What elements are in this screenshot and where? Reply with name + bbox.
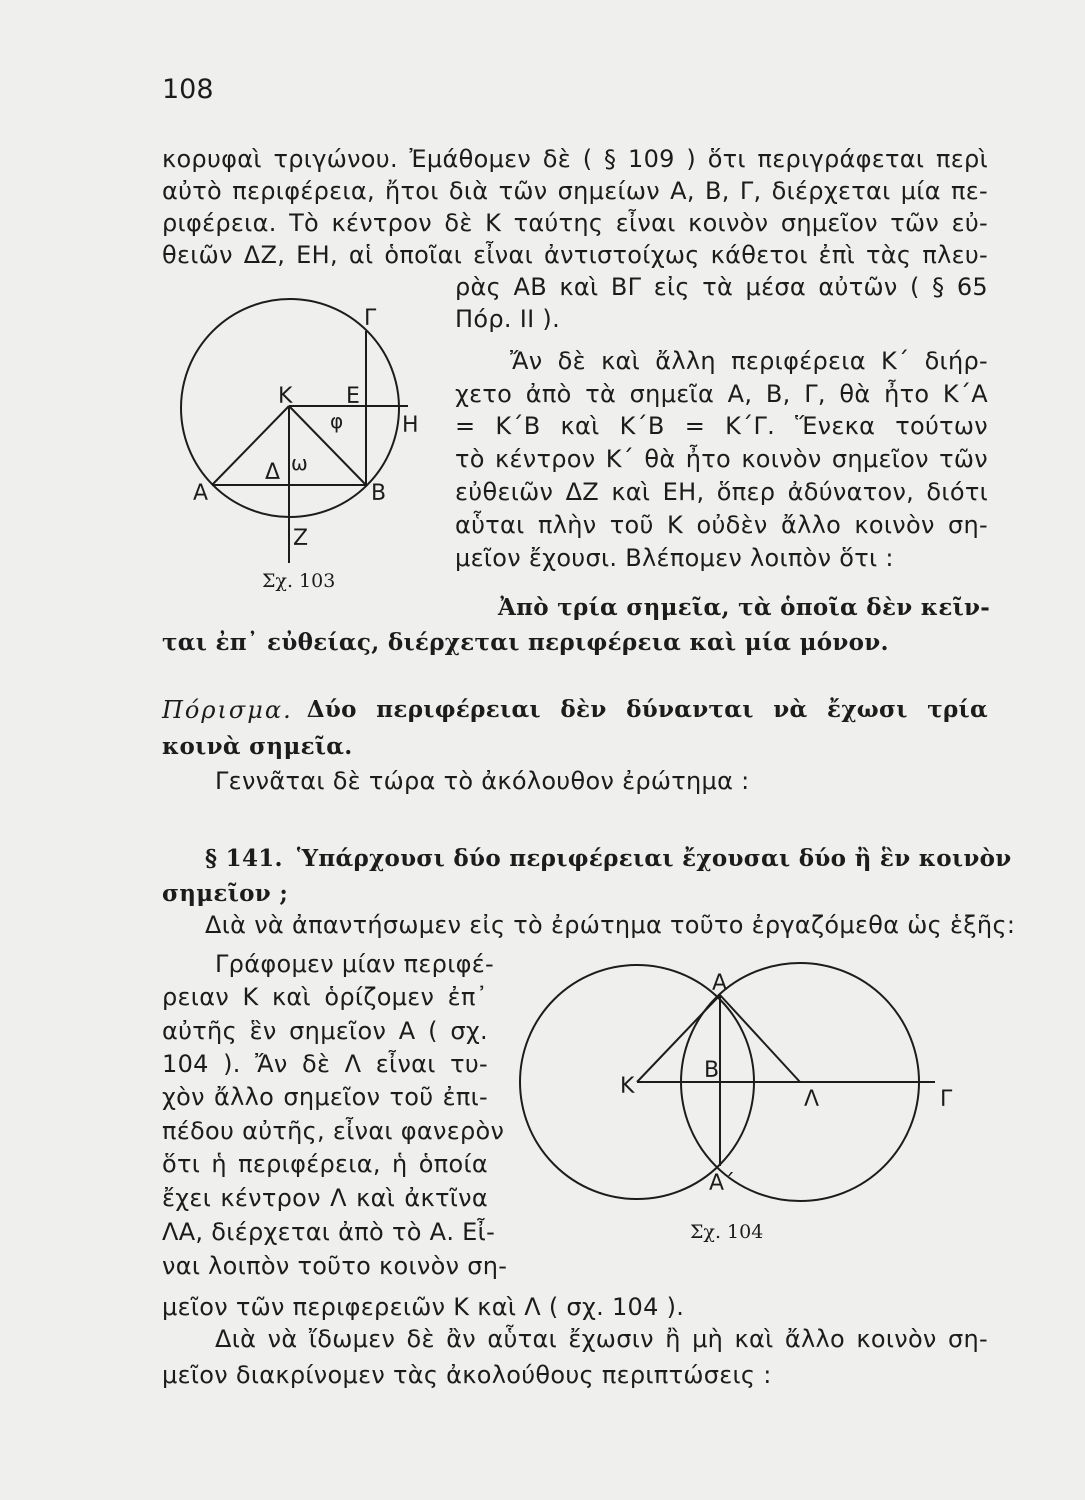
paragraph-line: χὸν ἄλλο σημεῖον τοῦ ἐπι- [162,1083,488,1111]
paragraph-line: ρὰς ΑΒ καὶ ΒΓ εἰς τὰ μέσα αὐτῶν ( § 65 [455,273,988,301]
paragraph-line: ΛΑ, διέρχεται ἀπὸ τὸ Α. Εἶ- [162,1218,496,1246]
question-intro: Γεννᾶται δὲ τώρα τὸ ἀκόλουθον ἐρώτημα : [215,767,750,795]
label-a: Α [712,971,728,996]
theorem-line: ται ἐπ᾿ εὐθείας, διέρχεται περιφέρεια καὶ μία μόνον. [162,629,889,656]
paragraph-line: Πόρ. ΙΙ ). [455,305,560,333]
paragraph-line: κορυφαὶ τριγώνου. Ἐμάθομεν δὲ ( § 109 ) ὅτι περιγράφεται περὶ [162,145,988,173]
circumcircle [181,299,399,517]
answer-intro: Διὰ νὰ ἀπαντήσωμεν εἰς τὸ ἐρώτημα τοῦτο ἐργαζόμεθα ὡς ἑξῆς: [205,911,1016,939]
corollary-label: Πόρισμα. [162,696,293,724]
page-number: 108 [162,74,214,105]
label-z: Ζ [293,526,309,551]
label-phi: φ [330,409,344,433]
paragraph-line: αὗται πλὴν τοῦ Κ οὐδὲν ἄλλο κοινὸν ση- [455,511,988,539]
paragraph-line: 104 ). Ἄν δὲ Λ εἶναι τυ- [162,1050,488,1078]
theorem-line: Ἀπὸ τρία σημεῖα, τὰ ὁποῖα δὲν κεῖν- [498,594,991,621]
paragraph-line: τὸ κέντρον Κ΄ θὰ ἦτο κοινὸν σημεῖον τῶν [455,445,988,473]
circle-k [520,965,754,1199]
label-omega: ω [291,451,308,475]
paragraph-line: εὐθειῶν ΔΖ καὶ ΕΗ, ὅπερ ἀδύνατον, διότι [455,478,988,506]
paragraph-line: Διὰ νὰ ἴδωμεν δὲ ἂν αὗται ἔχωσιν ἢ μὴ καὶ ἄλλο κοινὸν ση- [215,1325,988,1353]
paragraph-line: Γράφομεν μίαν περιφέ- [215,950,495,978]
label-l: Λ [804,1087,820,1112]
corollary-text: Δύο περιφέρειαι δὲν δύνανται νὰ ἔχωσι τρία [306,696,988,723]
section-heading [205,845,1012,872]
radius-ka [212,406,289,485]
paragraph-line: θειῶν ΔΖ, ΕΗ, αἱ ὁποῖαι εἶναι ἀντιστοίχως κάθετοι ἐπὶ τὰς πλευ- [162,241,988,269]
paragraph-line: αὐτῆς ἓν σημεῖον Α ( σχ. [162,1017,488,1045]
label-a-prime: Α΄ [709,1171,736,1196]
paragraph-line: μεῖον τῶν περιφερειῶν Κ καὶ Λ ( σχ. 104 ). [162,1293,685,1321]
paragraph-line: ναι λοιπὸν τοῦτο κοινὸν ση- [162,1252,508,1280]
section-title: Ὑπάρχουσι δύο περιφέρειαι ἔχουσαι δύο ἢ ἓν κοινὸν [296,845,1012,872]
label-g: Γ [940,1087,953,1112]
corollary-text: κοινὰ σημεῖα. [162,733,353,760]
figure-104-caption: Σχ. 104 [690,1221,764,1243]
radius-kb [289,406,366,485]
label-a: Α [193,481,209,506]
circle-l [681,963,919,1201]
paragraph-line: μεῖον ἔχουσι. Βλέπομεν λοιπὸν ὅτι : [455,544,894,572]
paragraph-line: ριφέρεια. Τὸ κέντρον δὲ Κ ταύτης εἶναι κοινὸν σημεῖον τῶν εὐ- [162,209,988,237]
label-d: Δ [265,460,281,485]
paragraph-line: πέδου αὐτῆς, εἶναι φανερὸν [162,1117,505,1145]
corollary-line [162,696,988,724]
label-h: Η [402,413,419,438]
segment-al [720,995,800,1082]
section-title: σημεῖον ; [162,880,289,907]
paragraph-line: μεῖον διακρίνομεν τὰς ἀκολούθους περιπτώσεις : [162,1361,772,1389]
label-e: Ε [346,384,360,409]
segment-ka [637,995,720,1082]
paragraph-line: Ἄν δὲ καὶ ἄλλη περιφέρεια Κ΄ διήρ- [510,347,988,375]
paragraph-line: αὐτὸ περιφέρεια, ἤτοι διὰ τῶν σημείων Α, Β, Γ, διέρχεται μία πε- [162,177,988,205]
label-b: Β [704,1058,720,1083]
paragraph-line: χετο ἀπὸ τὰ σημεῖα Α, Β, Γ, θὰ ἦτο Κ΄Α [455,380,988,408]
section-number: § 141. [205,845,283,872]
label-k: Κ [278,384,293,409]
label-b: Β [371,481,387,506]
label-k: Κ [620,1074,635,1099]
paragraph-line: = Κ΄Β καὶ Κ΄Β = Κ΄Γ. Ἕνεκα τούτων [455,412,988,440]
paragraph-line: ὅτι ἡ περιφέρεια, ἡ ὁποία [162,1150,488,1178]
label-g: Γ [364,306,377,331]
figure-103-caption: Σχ. 103 [262,570,336,592]
paragraph-line: ρειαν Κ καὶ ὁρίζομεν ἐπ᾿ [162,983,488,1011]
paragraph-line: ἔχει κέντρον Λ καὶ ἀκτῖνα [162,1184,488,1212]
